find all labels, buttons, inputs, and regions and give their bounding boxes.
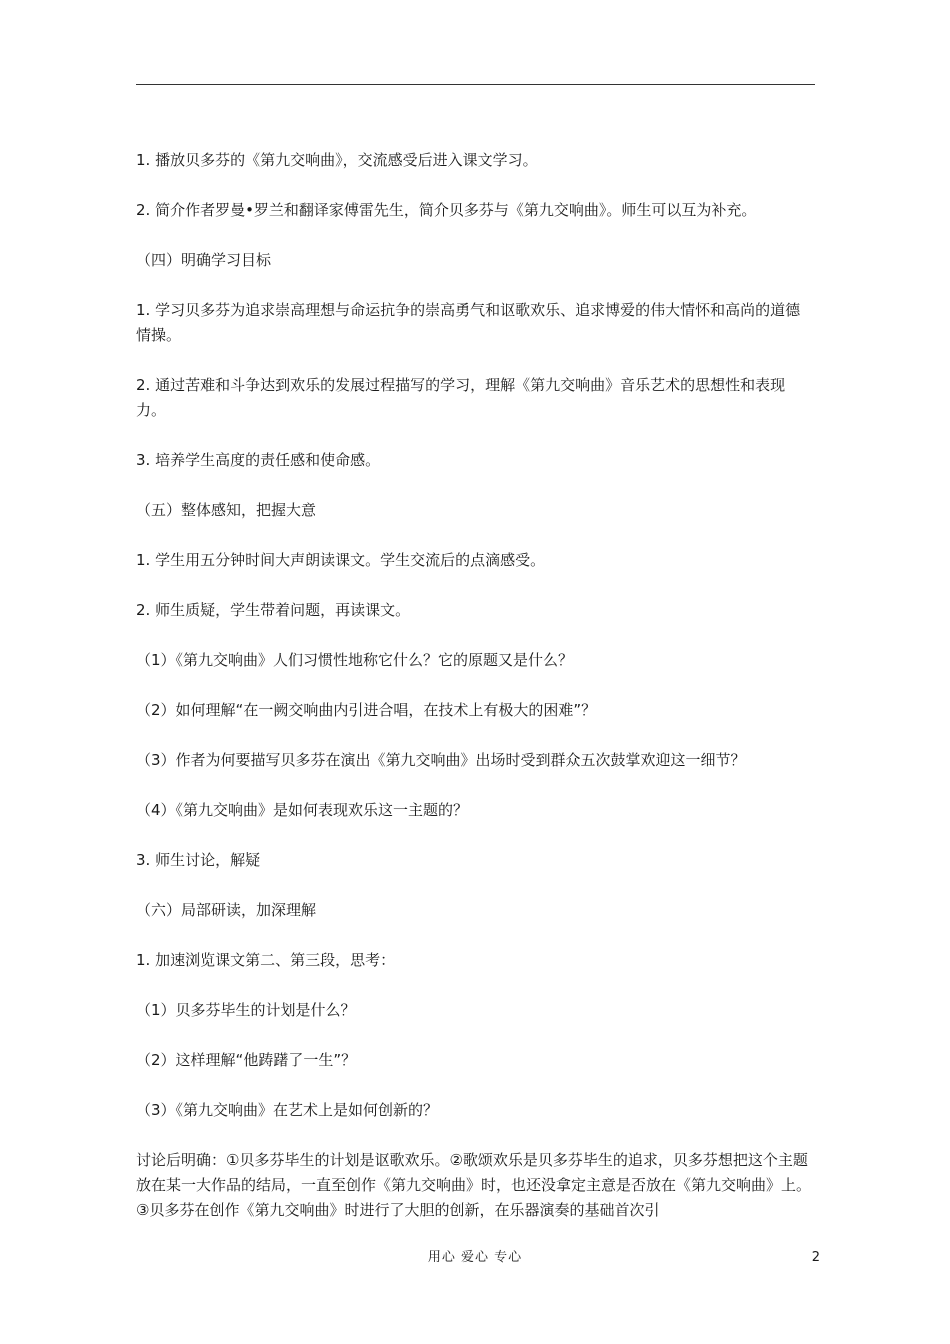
question-item: （4）《第九交响曲》是如何表现欢乐这一主题的？ — [136, 801, 469, 819]
paragraph: 3. 培养学生高度的责任感和使命感。 — [136, 451, 381, 469]
header-rule — [136, 84, 815, 85]
question-item: （1）《第九交响曲》人们习惯性地称它什么？它的原题又是什么？ — [136, 651, 574, 669]
paragraph: 1. 学生用五分钟时间大声朗读课文。学生交流后的点滴感受。 — [136, 551, 546, 569]
paragraph: 2. 通过苦难和斗争达到欢乐的发展过程描写的学习，理解《第九交响曲》音乐艺术的思想性和表现力。 — [136, 376, 786, 419]
paragraph: 3. 师生讨论，解疑 — [136, 851, 261, 869]
paragraph: 1. 加速浏览课文第二、第三段，思考： — [136, 951, 396, 969]
question-item: （3）作者为何要描写贝多芬在演出《第九交响曲》出场时受到群众五次鼓掌欢迎这一细节？ — [136, 751, 746, 769]
paragraph: 2. 师生质疑，学生带着问题，再读课文。 — [136, 601, 411, 619]
document-body — [136, 148, 815, 1248]
paragraph: 1. 学习贝多芬为追求崇高理想与命运抗争的崇高勇气和讴歌欢乐、追求博爱的伟大情怀和高尚的道德情操。 — [136, 301, 801, 344]
footer-slogan: 用心 爱心 专心 — [427, 1250, 523, 1265]
section-heading: （六）局部研读，加深理解 — [136, 901, 317, 919]
question-item: （3）《第九交响曲》在艺术上是如何创新的？ — [136, 1101, 439, 1119]
question-item: （2）这样理解“他踌躇了一生”？ — [136, 1051, 357, 1069]
paragraph: 2. 简介作者罗曼•罗兰和翻译家傅雷先生，简介贝多芬与《第九交响曲》。师生可以互为补充。 — [136, 201, 757, 219]
question-item: （2）如何理解“在一阙交响曲内引进合唱，在技术上有极大的困难”？ — [136, 701, 597, 719]
section-heading: （五）整体感知，把握大意 — [136, 501, 317, 519]
paragraph: 讨论后明确：①贝多芬毕生的计划是讴歌欢乐。②歌颂欢乐是贝多芬毕生的追求，贝多芬想把这个主题放在某一大作品的结局，一直至创作《第九交响曲》时，也还没拿定主意是否放在《第九交响曲》上。③贝多芬在创作《第九交响曲》时进行了大胆的创新，在乐器演奏的基础首次引 — [136, 1151, 812, 1219]
page-number: 2 — [811, 1250, 820, 1265]
paragraph: 1. 播放贝多芬的《第九交响曲》，交流感受后进入课文学习。 — [136, 151, 538, 169]
question-item: （1）贝多芬毕生的计划是什么？ — [136, 1001, 356, 1019]
section-heading: （四）明确学习目标 — [136, 251, 272, 269]
